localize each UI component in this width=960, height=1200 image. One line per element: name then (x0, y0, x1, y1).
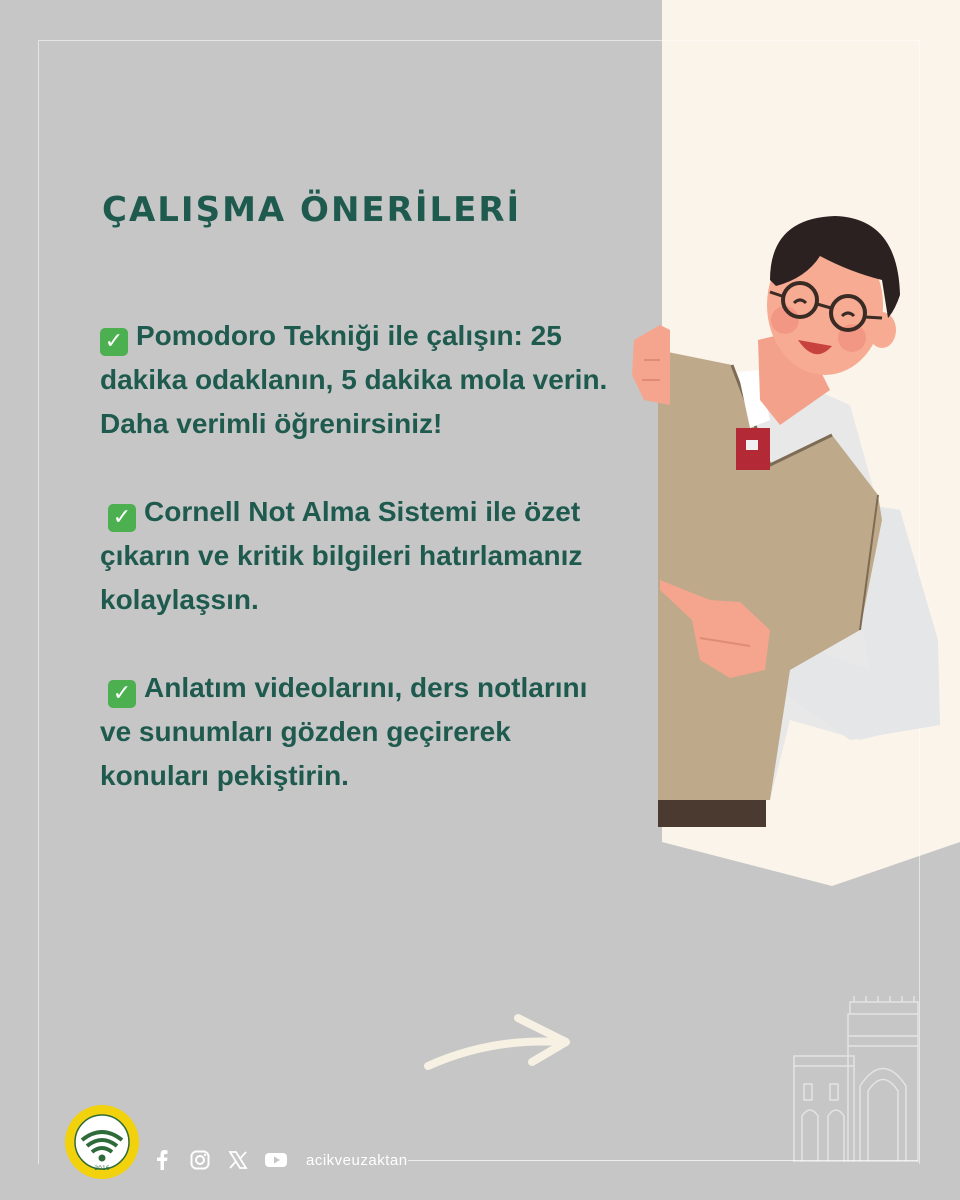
check-mark-icon: ✓ (100, 328, 128, 356)
tip-item (100, 490, 620, 622)
university-logo (64, 1104, 140, 1185)
instagram-icon[interactable] (188, 1148, 212, 1172)
x-icon[interactable] (226, 1148, 250, 1172)
tip-item (100, 314, 620, 446)
tips-list (100, 314, 620, 842)
logo-year: 2016 (94, 1165, 110, 1172)
tip-item (100, 666, 620, 798)
tip-text: Anlatım videolarını, ders notlarını ve sunumları gözden geçirerek konuları pekiştirin. (100, 672, 588, 791)
footer-divider (408, 1160, 918, 1161)
arrow-right-icon[interactable] (420, 1008, 580, 1083)
check-mark-icon: ✓ (108, 680, 136, 708)
social-handle[interactable]: acikveuzaktan (306, 1151, 408, 1169)
building-illustration (790, 996, 922, 1167)
facebook-icon[interactable] (150, 1148, 174, 1172)
page-title: ÇALIŞMA ÖNERİLERİ (102, 190, 522, 230)
youtube-icon[interactable] (264, 1148, 288, 1172)
check-mark-icon: ✓ (108, 504, 136, 532)
tip-text: Pomodoro Tekniği ile çalışın: 25 dakika odaklanın, 5 dakika mola verin. Daha verimli öğrenirsiniz! (100, 320, 608, 439)
tip-text: Cornell Not Alma Sistemi ile özet çıkarın ve kritik bilgileri hatırlamanız kolaylaşsın. (100, 496, 583, 615)
student-illustration (620, 200, 950, 845)
social-links (150, 1147, 408, 1173)
